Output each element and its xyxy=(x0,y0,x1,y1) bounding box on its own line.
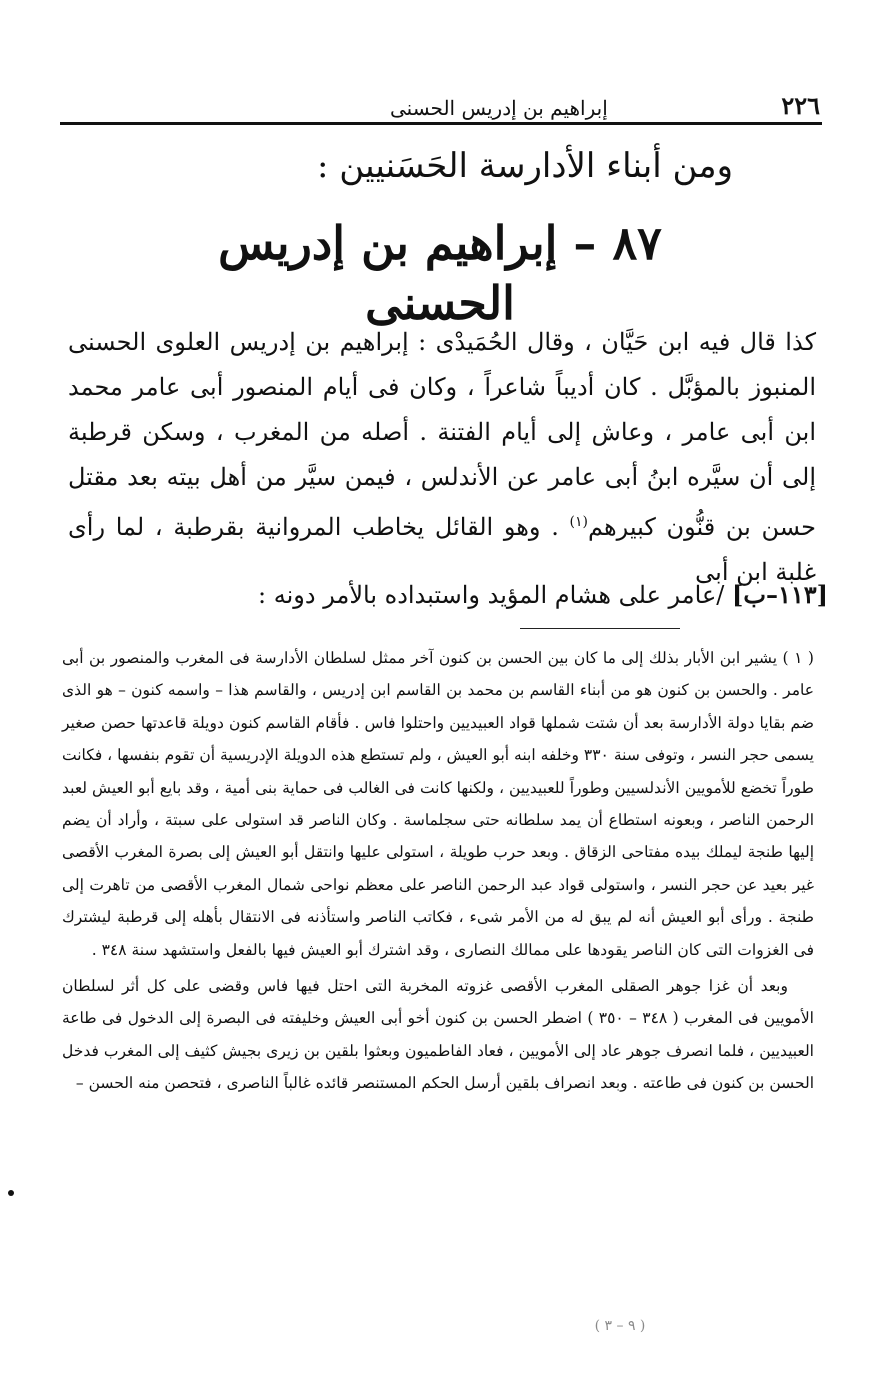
footnote-separator xyxy=(520,628,680,629)
footnote-paragraph-2: وبعد أن غزا جوهر الصقلى المغرب الأقصى غزوته المخربة التى احتل فيها فاس وقضى على كل أثر لسلطان الأمويين فى المغرب ( ٣٤٨ – ٣٥٠ ) اضطر الحسن بن كنون أخو أبى العيش وخليفته فى البصرة إلى الدخول فى طاعة العبيديين ، فلما انصرف جوهر عاد إلى الأمويين ، فعاد الفاطميون وبعثوا بلقين بن زيرى بجيش كثيف إلى المغرب فدخل الحسن بن كنون فى طاعته . وبعد انصراف بلقين أرسل الحكم المستنصر قائده غالباً الناصرى ، فتحصن منه الحسن – xyxy=(62,977,814,1093)
last-line-text: /عامر على هشام المؤيد واستبداده بالأمر دونه : xyxy=(258,581,725,609)
footnote-paragraph-1: ( ١ ) يشير ابن الأبار بذلك إلى ما كان بين الحسن بن كنون آخر ممثل لسلطان الأدارسة فى المغرب والمنصور بن أبى عامر . والحسن بن كنون هو من أبناء القاسم بن محمد بن القاسم ابن إدريس ، والقاسم هذا – واسمه كنون – هو الذى ضم بقايا دولة الأدارسة بعد أن شتت شملها قواد العبيديين واحتلوا فاس . فأقام القاسم كنون دويلة قاعدتها حصن صغير يسمى حجر النسر ، وتوفى سنة ٣٣٠ وخلفه ابنه أبو العيش ، ولم تستطع هذه الدويلة الإدريسية أن تقوم بنفسها ، فكانت طوراً تخضع للأمويين الأندلسيين وطوراً للعبيديين ، ولكنها كانت فى الغالب فى حماية بنى أمية ، وقد بايع أبو العيش لعبد الرحمن الناصر ، وبعونه استطاع أن يمد سلطانه حتى سجلماسة . وكان الناصر قد استولى على سبتة ، وأراد أن يضم إليها طنجة ليملك بيده مفتاحى الزقاق . وبعد حرب طويلة ، استولى عليها وانتقل أبو العيش إلى بصرة المغرب الأقصى غير بعيد عن حجر النسر ، واستولى قواد عبد الرحمن الناصر على معظم نواحى شمال المغرب الأقصى من تاهرت إلى طنجة . ورأى أبو العيش أنه لم يبق له من الأمر شىء ، فكاتب الناصر واستأذنه فى الانتقال بأهله إلى قرطبة ليشترك فى الغزوات التى كان الناصر يقودها على ممالك النصارى ، وقد اشترك أبو العيش فيها بالفعل واستشهد سنة ٣٤٨ . xyxy=(62,649,814,959)
main-text-part-2: . وهو القائل يخاطب المروانية بقرطبة ، لما رأى غلبة ابن أبى xyxy=(68,513,816,586)
main-text-part-1: كذا قال فيه ابن حَيَّان ، وقال الحُمَيدْى : إبراهيم بن إدريس العلوى الحسنى المنبوز بالمؤبَّل . كان أديباً شاعراً ، وكان فى أيام المنصور أبى عامر محمد ابن أبى عامر ، وعاش إلى أيام الفتنة . أصله من المغرب ، وسكن قرطبة إلى أن سيَّره ابنُ أبى عامر عن الأندلس ، فيمن سيَّر من أهل بيته بعد مقتل حسن بن قنُّون كبيرهم xyxy=(68,328,816,541)
page-header xyxy=(60,84,820,120)
signature-mark: ( ٩ – ٣ ) xyxy=(594,1318,646,1334)
main-text xyxy=(68,320,816,595)
margin-dot xyxy=(8,1190,14,1196)
biography-title: ٨٧ – إبراهيم بن إدريس الحسنى xyxy=(218,216,662,330)
footnote-reference: (١) xyxy=(569,514,588,530)
main-paragraph xyxy=(68,320,816,595)
main-text-last-line xyxy=(68,575,828,615)
header-rule xyxy=(60,122,822,125)
footnotes xyxy=(62,642,814,1100)
page-number: ٢٢٦ xyxy=(781,91,820,120)
section-heading: ومن أبناء الأدارسة الحَسَنيين : xyxy=(316,146,733,186)
folio-marker: [١١٣–ب] xyxy=(732,580,828,609)
running-title: إبراهيم بن إدريس الحسنى xyxy=(390,96,608,120)
